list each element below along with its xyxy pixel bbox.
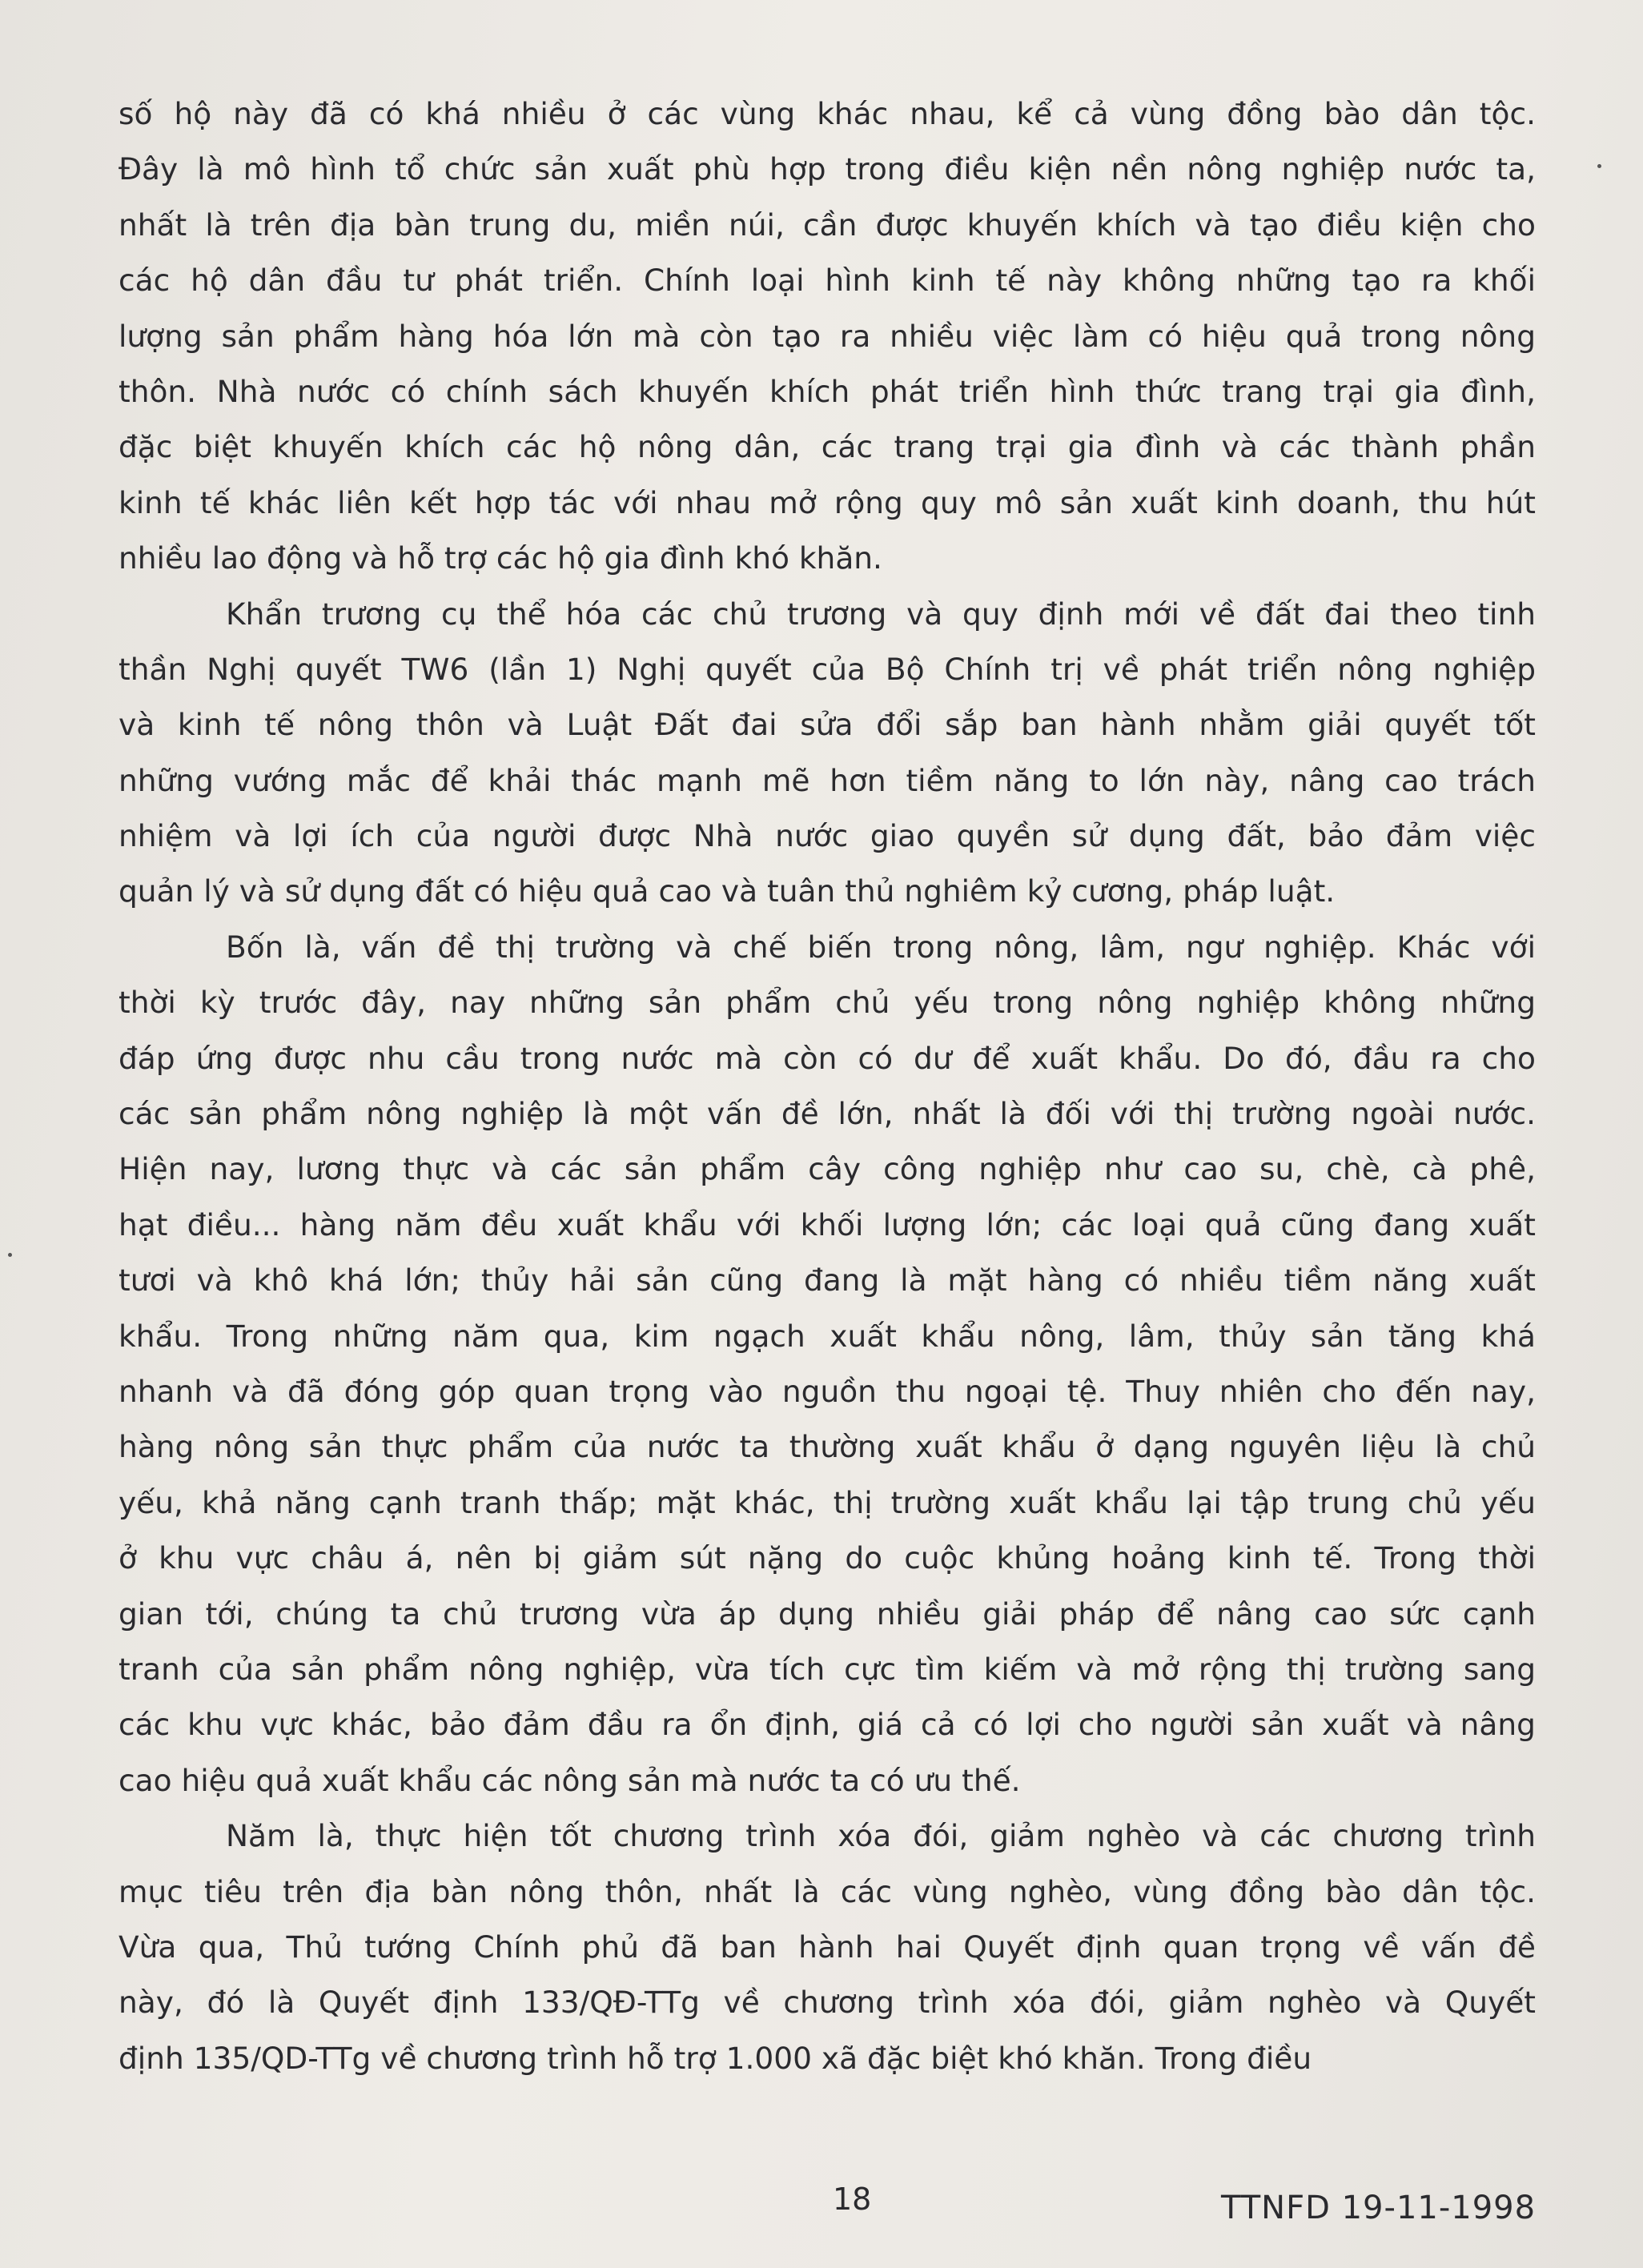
text-line: các sản phẩm nông nghiệp là một vấn đề lớn, nhất là đối với thị trường ngoài nước. [119,1096,1536,1132]
paragraph [119,1808,1536,2086]
text-line: Hiện nay, lương thực và các sản phẩm cây công nghiệp như cao su, chè, cà phê, [119,1151,1536,1187]
text-line: mục tiêu trên địa bàn nông thôn, nhất là các vùng nghèo, vùng đồng bào dân tộc. [119,1873,1536,1909]
text-line: Đây là mô hình tổ chức sản xuất phù hợp trong điều kiện nền nông nghiệp nước ta, [119,151,1536,187]
text-line: kinh tế khác liên kết hợp tác với nhau mở rộng quy mô sản xuất kinh doanh, thu hút [119,484,1536,520]
paper-speck [1597,164,1601,168]
text-line: quản lý và sử dụng đất có hiệu quả cao và tuân thủ nghiêm kỷ cương, pháp luật. [119,873,1336,909]
text-line: khẩu. Trong những năm qua, kim ngạch xuất khẩu nông, lâm, thủy sản tăng khá [119,1318,1536,1354]
text-line: thần Nghị quyết TW6 (lần 1) Nghị quyết của Bộ Chính trị về phát triển nông nghiệp [119,651,1536,687]
paragraph [119,587,1536,920]
text-line: những vướng mắc để khải thác mạnh mẽ hơn tiềm năng to lớn này, nâng cao trách [119,762,1536,798]
text-line: tươi và khô khá lớn; thủy hải sản cũng đang là mặt hàng có nhiều tiềm năng xuất [119,1262,1536,1299]
text-line: định 135/QD-TTg về chương trình hỗ trợ 1.000 xã đặc biệt khó khăn. Trong điều [119,2040,1312,2076]
text-line: tranh của sản phẩm nông nghiệp, vừa tích cực tìm kiếm và mở rộng thị trường sang [119,1651,1536,1687]
text-line: hàng nông sản thực phẩm của nước ta thường xuất khẩu ở dạng nguyên liệu là chủ [119,1429,1536,1465]
text-line: nhiều lao động và hỗ trợ các hộ gia đình khó khăn. [119,540,882,576]
text-line: nhiệm và lợi ích của người được Nhà nước giao quyền sử dụng đất, bảo đảm việc [119,818,1536,854]
text-line: hạt điều... hàng năm đều xuất khẩu với khối lượng lớn; các loại quả cũng đang xuất [119,1206,1536,1242]
text-line: và kinh tế nông thôn và Luật Đất đai sửa đổi sắp ban hành nhằm giải quyết tốt [119,707,1536,743]
text-line: thời kỳ trước đây, nay những sản phẩm chủ yếu trong nông nghiệp không những [119,985,1536,1021]
document-reference: TTNFD 19-11-1998 [1221,2190,1537,2226]
text-line: đặc biệt khuyến khích các hộ nông dân, các trang trại gia đình và các thành phần [119,429,1536,465]
text-line: này, đó là Quyết định 133/QĐ-TTg về chương trình xóa đói, giảm nghèo và Quyết [119,1985,1536,2021]
paragraph [119,920,1536,1808]
text-line: các hộ dân đầu tư phát triển. Chính loại hình kinh tế này không những tạo ra khối [119,263,1536,299]
text-line: cao hiệu quả xuất khẩu các nông sản mà nước ta có ưu thế. [119,1762,1021,1798]
text-line: nhanh và đã đóng góp quan trọng vào nguồn thu ngoại tệ. Thuy nhiên cho đến nay, [119,1373,1536,1409]
body-text [119,86,1536,2086]
text-line: Khẩn trương cụ thể hóa các chủ trương và quy định mới về đất đai theo tinh [226,596,1536,632]
text-line: các khu vực khác, bảo đảm đầu ra ổn định, giá cả có lợi cho người sản xuất và nâng [119,1707,1536,1743]
text-line: số hộ này đã có khá nhiều ở các vùng khác nhau, kể cả vùng đồng bào dân tộc. [119,96,1536,131]
text-line: lượng sản phẩm hàng hóa lớn mà còn tạo ra nhiều việc làm có hiệu quả trong nông [119,318,1536,354]
paragraph [119,86,1536,587]
text-line: nhất là trên địa bàn trung du, miền núi, cần được khuyến khích và tạo điều kiện cho [119,207,1536,243]
text-line: ở khu vực châu á, nên bị giảm sút nặng do cuộc khủng hoảng kinh tế. Trong thời [119,1540,1536,1576]
text-line: Vừa qua, Thủ tướng Chính phủ đã ban hành hai Quyết định quan trọng về vấn đề [119,1929,1536,1965]
text-line: Bốn là, vấn đề thị trường và chế biến trong nông, lâm, ngư nghiệp. Khác với [226,929,1536,965]
text-line: thôn. Nhà nước có chính sách khuyến khích phát triển hình thức trang trại gia đình, [119,373,1536,409]
text-line: đáp ứng được nhu cầu trong nước mà còn có dư để xuất khẩu. Do đó, đầu ra cho [119,1040,1536,1076]
paper-speck [8,1253,12,1257]
text-line: gian tới, chúng ta chủ trương vừa áp dụng nhiều giải pháp để nâng cao sức cạnh [119,1596,1536,1632]
text-line: yếu, khả năng cạnh tranh thấp; mặt khác, thị trường xuất khẩu lại tập trung chủ yếu [119,1484,1536,1520]
page-number: 18 [833,2182,872,2217]
text-line: Năm là, thực hiện tốt chương trình xóa đói, giảm nghèo và các chương trình [226,1818,1536,1854]
